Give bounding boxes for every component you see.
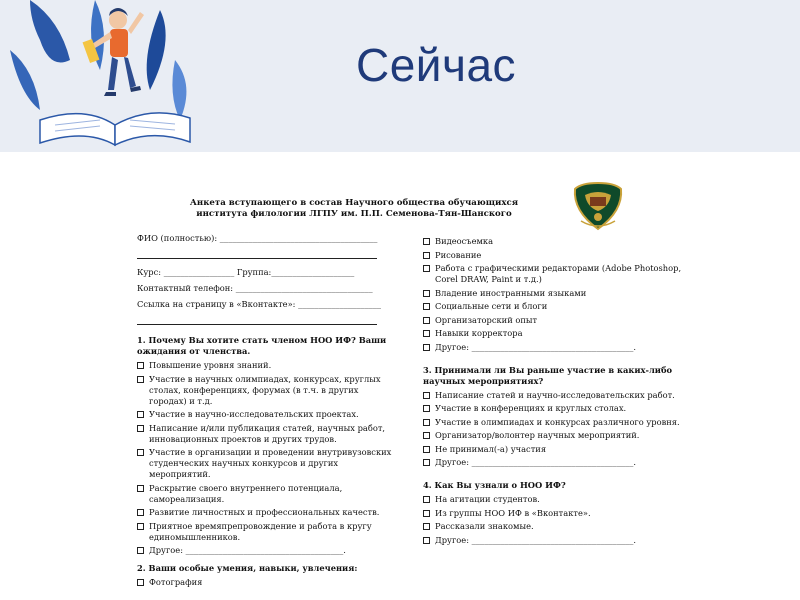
checkbox[interactable] xyxy=(423,317,430,324)
q2-option[interactable] xyxy=(423,301,688,312)
university-emblem-icon xyxy=(571,181,625,231)
q1-option-label: Участие в организации и проведении внутривузовских студенческих научных конкурсов и других мероприятий. xyxy=(149,447,392,479)
checkbox[interactable] xyxy=(423,432,430,439)
field-vk-link[interactable]: Ссылка на страницу в «Вконтакте»: ____________________ xyxy=(137,299,382,309)
q3-option[interactable] xyxy=(423,417,688,428)
q2-option[interactable] xyxy=(423,250,688,261)
q3-option[interactable] xyxy=(423,444,688,455)
checkbox[interactable] xyxy=(423,537,430,544)
q1-option[interactable] xyxy=(137,507,392,518)
q2-option[interactable] xyxy=(423,288,688,299)
form-header xyxy=(160,198,548,220)
form-right-column xyxy=(423,236,688,548)
q2-option[interactable] xyxy=(423,328,688,339)
q4-option-label: Из группы НОО ИФ в «Вконтакте». xyxy=(435,507,591,518)
checkbox[interactable] xyxy=(137,485,144,492)
checkbox[interactable] xyxy=(137,362,144,369)
q3-option-label: Организатор/волонтер научных мероприятий. xyxy=(435,430,640,440)
checkbox[interactable] xyxy=(423,510,430,517)
q3-option-label: Участие в конференциях и круглых столах. xyxy=(435,403,627,413)
q3-option-other[interactable] xyxy=(423,457,688,468)
q3-option[interactable] xyxy=(423,390,688,401)
form-header-line-2: института филологии ЛГПУ им. П.П. Семенова-Тян-Шанского xyxy=(196,209,512,219)
q1-option[interactable] xyxy=(137,374,392,407)
q3-option[interactable] xyxy=(423,403,688,414)
q2-option-label: Навыки корректора xyxy=(435,328,523,338)
q4-option-label: Другое: _______________________________________. xyxy=(435,534,637,545)
checkbox[interactable] xyxy=(423,523,430,530)
field-fio[interactable]: ФИО (полностью): ______________________________________ xyxy=(137,233,378,243)
q2-option[interactable] xyxy=(137,577,392,588)
q4-option-other[interactable] xyxy=(423,535,688,546)
q2-option-label: Рисование xyxy=(435,249,482,260)
checkbox[interactable] xyxy=(423,265,430,272)
q4-option[interactable] xyxy=(423,508,688,519)
q1-option[interactable] xyxy=(137,521,392,543)
checkbox[interactable] xyxy=(137,425,144,432)
q1-option-label: Участие в научно-исследовательских проектах. xyxy=(149,409,359,419)
form-left-column xyxy=(137,233,392,591)
checkbox[interactable] xyxy=(423,238,430,245)
q1-option[interactable] xyxy=(137,360,392,371)
checkbox[interactable] xyxy=(137,376,144,383)
checkbox[interactable] xyxy=(423,344,430,351)
q4-option[interactable] xyxy=(423,494,688,505)
q2-option-label: Видеосъемка xyxy=(435,236,494,246)
checkbox[interactable] xyxy=(423,405,430,412)
q2-option[interactable] xyxy=(423,315,688,326)
form-header-line-1: Анкета вступающего в состав Научного общества обучающихся xyxy=(189,198,519,208)
q2-option-label: Работа с графическими редакторами (Adobe Photoshop, Corel DRAW, Paint и т.д.) xyxy=(435,263,682,284)
q4-option-label: На агитации студентов. xyxy=(435,494,540,504)
q3-option[interactable] xyxy=(423,430,688,441)
checkbox[interactable] xyxy=(423,330,430,337)
q3-option-label: Другое: _______________________________________. xyxy=(435,457,637,467)
question-2-title: 2. Ваши особые умения, навыки, увлечения: xyxy=(137,563,358,573)
question-3-title: 3. Принимали ли Вы раньше участие в каких-либо научных мероприятиях? xyxy=(423,364,673,386)
q2-option[interactable] xyxy=(423,236,688,247)
q2-option-label: Организаторский опыт xyxy=(435,314,538,325)
slide-title: Сейчас xyxy=(356,39,517,91)
q4-option[interactable] xyxy=(423,521,688,532)
field-vk-extra-line[interactable] xyxy=(137,315,377,325)
checkbox[interactable] xyxy=(423,419,430,426)
q3-option-label: Не принимал(-а) участия xyxy=(435,443,547,454)
q1-option-label: Другое: ______________________________________. xyxy=(149,545,346,555)
q1-option[interactable] xyxy=(137,483,392,505)
q2-option-label: Владение иностранными языками xyxy=(435,287,587,298)
checkbox[interactable] xyxy=(423,303,430,310)
q2-option-label: Социальные сети и блоги xyxy=(435,301,548,311)
q1-option-label: Написание и/или публикация статей, научных работ, инновационных проектов и других трудов. xyxy=(149,422,386,444)
field-fio-extra-line[interactable] xyxy=(137,249,377,259)
q2-option-label: Фотография xyxy=(149,577,203,587)
checkbox[interactable] xyxy=(423,496,430,503)
q3-option-label: Написание статей и научно-исследовательских работ. xyxy=(435,389,675,400)
q1-option-label: Повышение уровня знаний. xyxy=(149,360,272,370)
field-phone[interactable]: Контактный телефон: _________________________________ xyxy=(137,283,373,293)
checkbox[interactable] xyxy=(137,411,144,418)
checkbox[interactable] xyxy=(137,547,144,554)
field-course-group[interactable]: Курс: _________________ Группа:____________________ xyxy=(137,267,355,277)
question-1-title: 1. Почему Вы хотите стать членом НОО ИФ? Ваши ожидания от членства. xyxy=(137,335,387,356)
q2-option-other[interactable] xyxy=(423,342,688,353)
q1-option[interactable] xyxy=(137,409,392,420)
checkbox[interactable] xyxy=(137,449,144,456)
q1-option-label: Приятное времяпрепровождение и работа в кругу единомышленников. xyxy=(149,520,372,542)
reading-girl-illustration xyxy=(0,0,220,160)
q2-option-label: Другое: _______________________________________. xyxy=(435,341,637,352)
q3-option-label: Участие в олимпиадах и конкурсах различного уровня. xyxy=(435,416,680,427)
question-4-title: 4. Как Вы узнали о НОО ИФ? xyxy=(423,480,566,490)
q2-option[interactable] xyxy=(423,263,688,285)
q1-option-label: Развитие личностных и профессиональных качеств. xyxy=(149,507,380,517)
checkbox[interactable] xyxy=(423,290,430,297)
q4-option-label: Рассказали знакомые. xyxy=(435,521,534,531)
q1-option-label: Участие в научных олимпиадах, конкурсах, круглых столах, конференциях, форумах (в т.ч. в других городах) и т.д. xyxy=(149,373,381,406)
q1-option-label: Раскрытие своего внутреннего потенциала, самореализация. xyxy=(149,482,343,504)
q1-option-other[interactable] xyxy=(137,545,392,556)
q1-option[interactable] xyxy=(137,447,392,480)
checkbox[interactable] xyxy=(137,579,144,586)
checkbox[interactable] xyxy=(137,509,144,516)
q1-option[interactable] xyxy=(137,423,392,445)
checkbox[interactable] xyxy=(423,446,430,453)
checkbox[interactable] xyxy=(423,252,430,259)
checkbox[interactable] xyxy=(423,392,430,399)
checkbox[interactable] xyxy=(137,523,144,530)
checkbox[interactable] xyxy=(423,459,430,466)
